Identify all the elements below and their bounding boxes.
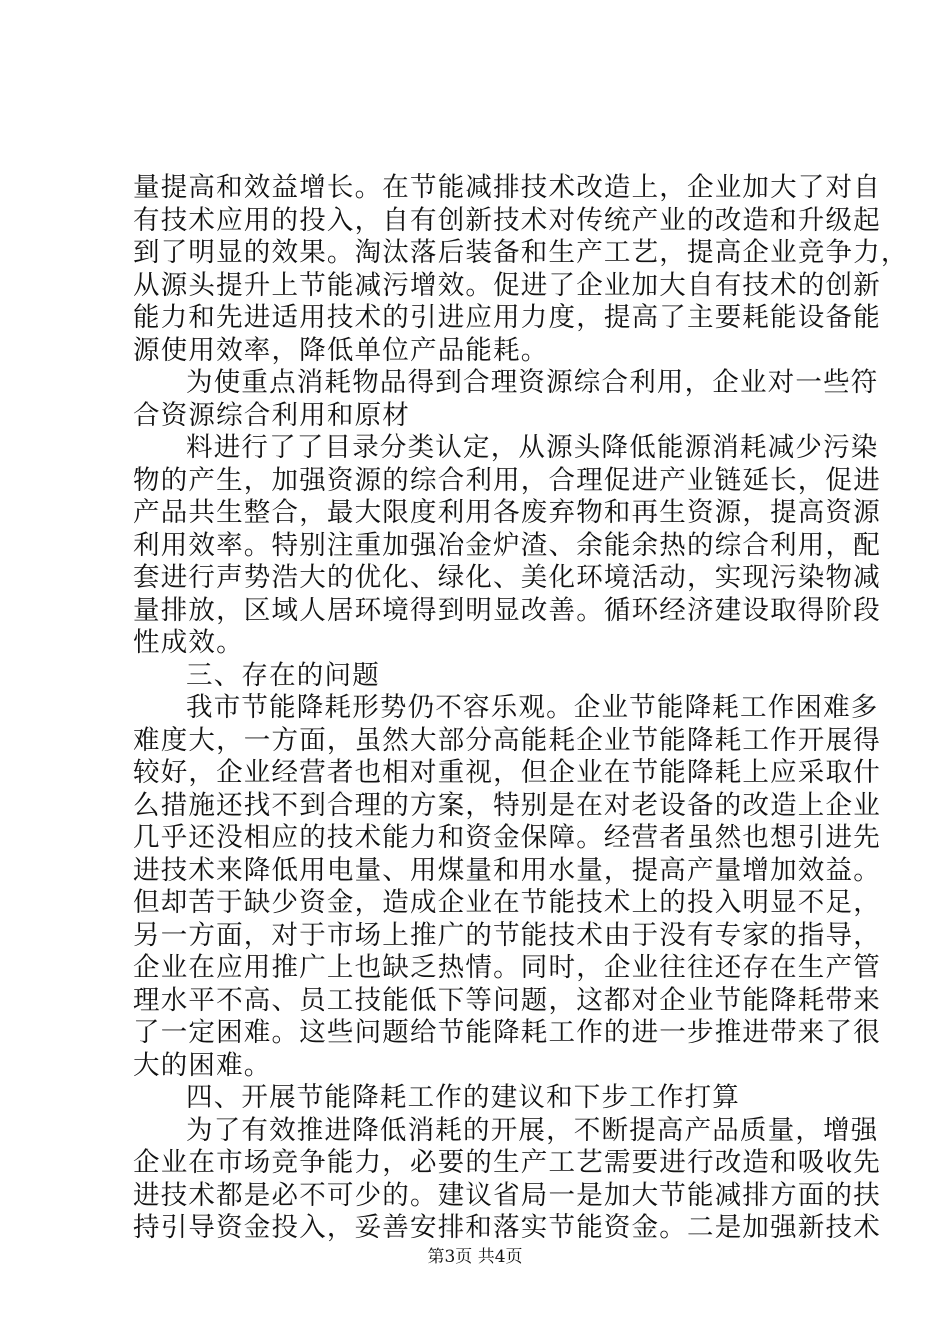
text-line: 有技术应用的投入，自有创新技术对传统产业的改造和升级起 (133, 204, 881, 236)
text-line: 难度大，一方面，虽然大部分高能耗企业节能降耗工作开展得 (133, 724, 881, 756)
text-line: 企业在应用推广上也缺乏热情。同时，企业往往还存在生产管 (133, 952, 881, 983)
text-line: 为使重点消耗物品得到合理资源综合利用，企业对一些符 (186, 367, 879, 398)
text-line: 么措施还找不到合理的方案，特别是在对老设备的改造上企业 (133, 789, 881, 821)
text-line: 合资源综合利用和原材 (133, 399, 410, 431)
text-line: 四、开展节能降耗工作的建议和下步工作打算 (186, 1082, 740, 1113)
text-line: 几乎还没相应的技术能力和资金保障。经营者虽然也想引进先 (133, 822, 881, 853)
text-line: 性成效。 (133, 627, 244, 658)
text-line: 物的产生，加强资源的综合利用，合理促进产业链延长，促进 (133, 464, 881, 496)
text-line: 套进行声势浩大的优化、绿化、美化环境活动，实现污染物减 (133, 562, 881, 593)
text-line: 三、存在的问题 (186, 659, 380, 691)
text-line: 较好，企业经营者也相对重视，但企业在节能降耗上应采取什 (133, 757, 881, 788)
text-line: 能力和先进适用技术的引进应用力度，提高了主要耗能设备能 (133, 302, 881, 333)
text-line: 大的困难。 (133, 1049, 272, 1081)
document-body (133, 172, 909, 1245)
text-line: 了一定困难。这些问题给节能降耗工作的进一步推进带来了很 (133, 1017, 881, 1048)
text-line: 进技术来降低用电量、用煤量和用水量，提高产量增加效益。 (133, 854, 881, 886)
text-line: 到了明显的效果。淘汰落后装备和生产工艺，提高企业竞争力， (133, 237, 909, 268)
text-line: 源使用效率，降低单位产品能耗。 (133, 334, 549, 366)
text-line: 但却苦于缺少资金，造成企业在节能技术上的投入明显不足， (133, 887, 881, 918)
text-line: 利用效率。特别注重加强冶金炉渣、余能余热的综合利用，配 (133, 529, 881, 561)
text-line: 进技术都是必不可少的。建议省局一是加大节能减排方面的扶 (133, 1179, 881, 1211)
text-line: 企业在市场竞争能力，必要的生产工艺需要进行改造和吸收先 (133, 1147, 881, 1178)
page-footer: 第3页 共4页 (427, 1247, 523, 1267)
text-line: 量排放，区域人居环境得到明显改善。循环经济建设取得阶段 (133, 594, 881, 626)
text-line: 料进行了了目录分类认定，从源头降低能源消耗减少污染 (186, 432, 879, 463)
text-line: 另一方面，对于市场上推广的节能技术由于没有专家的指导， (133, 919, 881, 951)
text-line: 从源头提升上节能减污增效。促进了企业加大自有技术的创新 (133, 269, 881, 301)
text-line: 产品共生整合，最大限度利用各废弃物和再生资源，提高资源 (133, 497, 881, 528)
text-line: 我市节能降耗形势仍不容乐观。企业节能降耗工作困难多 (186, 692, 879, 723)
text-line: 为了有效推进降低消耗的开展，不断提高产品质量，增强 (186, 1114, 879, 1146)
text-line: 理水平不高、员工技能低下等问题，这都对企业节能降耗带来 (133, 984, 881, 1016)
text-line: 持引导资金投入，妥善安排和落实节能资金。二是加强新技术 (133, 1212, 881, 1243)
text-line: 量提高和效益增长。在节能减排技术改造上，企业加大了对自 (133, 172, 881, 203)
